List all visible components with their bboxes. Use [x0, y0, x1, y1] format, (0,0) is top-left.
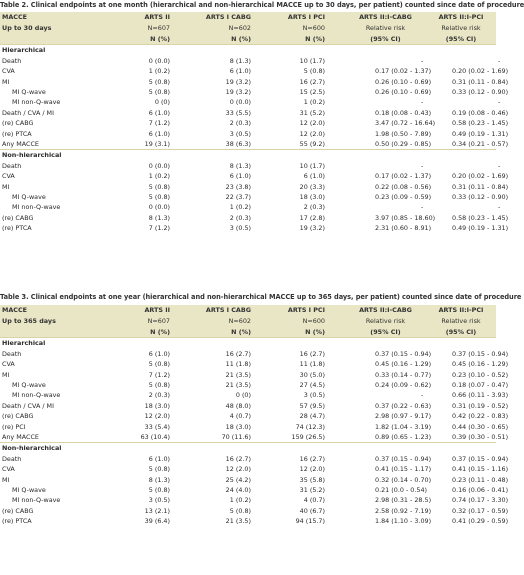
cell-arts-i-cabg: 0 (0.0): [229, 98, 251, 107]
cell-rr-cabg: 0.26 (0.10 - 0.69): [375, 88, 432, 97]
cell-arts-i-cabg: 1 (0.2): [229, 203, 251, 212]
table-row: [0, 129, 496, 139]
cell-arts-ii: 19 (3.1): [144, 140, 170, 149]
cell-arts-ii: 63 (10.4): [140, 433, 170, 442]
table-row: [0, 202, 496, 212]
column-header: N (%): [190, 34, 275, 45]
table-row: [0, 506, 496, 516]
cell-rr-cabg: 0.26 (0.10 - 0.69): [375, 77, 432, 86]
cell-rr-pci: 0.37 (0.15 - 0.94): [452, 349, 509, 358]
section-title: Hierarchical: [0, 45, 496, 56]
section-row: [0, 443, 496, 454]
section-row: [0, 338, 496, 349]
cell-arts-i-cabg: 23 (3.8): [225, 182, 251, 191]
column-header: N (%): [275, 327, 345, 338]
table-row: [0, 139, 496, 150]
cell-rr-cabg: 2.98 (0.31 - 28.5): [375, 496, 432, 505]
cell-arts-i-pci: 20 (3.3): [299, 182, 325, 191]
cell-arts-i-cabg: 38 (6.3): [225, 140, 251, 149]
cell-arts-ii: 7 (1.2): [148, 224, 170, 233]
cell-arts-i-cabg: 16 (2.7): [225, 349, 251, 358]
table-row: [0, 77, 496, 87]
cell-arts-i-pci: 74 (12.3): [295, 422, 325, 431]
cell-rr-cabg: 0.17 (0.02 - 1.37): [375, 67, 432, 76]
cell-arts-i-pci: 4 (0.7): [303, 496, 325, 505]
cell-rr-cabg: 0.24 (0.09 - 0.62): [375, 381, 432, 390]
column-header: (95% CI): [426, 327, 496, 338]
row-label: Death: [2, 56, 22, 65]
cell-arts-i-pci: 15 (2.5): [299, 88, 325, 97]
cell-arts-ii: 8 (1.3): [148, 213, 170, 222]
cell-rr-cabg: 0.23 (0.09 - 0.59): [375, 193, 432, 202]
row-label: Death: [2, 161, 22, 170]
cell-rr-pci: 0.33 (0.12 - 0.90): [452, 193, 509, 202]
row-label: MI Q-wave: [12, 381, 46, 390]
section-title: Hierarchical: [0, 338, 496, 349]
cell-rr-cabg: 0.21 (0.0 - 0.54): [375, 486, 428, 495]
cell-rr-pci: 0.31 (0.11 - 0.84): [452, 77, 509, 86]
cell-rr-cabg: 0.22 (0.08 - 0.56): [375, 182, 432, 191]
cell-arts-i-pci: 12 (2.0): [299, 129, 325, 138]
column-header: (95% CI): [426, 34, 496, 45]
column-header: Relative risk: [345, 316, 426, 327]
cell-arts-i-cabg: 2 (0.3): [229, 119, 251, 128]
column-header: [0, 34, 120, 45]
cell-rr-pci: 0.20 (0.02 - 1.69): [452, 67, 509, 76]
cell-rr-cabg: 0.32 (0.14 - 0.70): [375, 475, 432, 484]
column-header: ARTS II: [120, 305, 190, 316]
row-label: Any MACCE: [2, 433, 39, 442]
cell-rr-cabg: -: [421, 56, 424, 65]
table-3: [0, 305, 509, 527]
row-label: Death: [2, 349, 22, 358]
cell-arts-i-pci: 11 (1.8): [299, 360, 325, 369]
row-label: CVA: [2, 67, 15, 76]
section-title: Non-hierarchical: [0, 443, 496, 454]
column-header: ARTS II:I-CABG: [345, 305, 426, 316]
section-row: [0, 150, 496, 161]
cell-rr-cabg: 3.47 (0.72 - 16.64): [375, 119, 436, 128]
cell-arts-i-cabg: 21 (3.5): [225, 517, 251, 526]
cell-rr-cabg: 0.33 (0.14 - 0.77): [375, 370, 432, 379]
cell-arts-i-cabg: 12 (2.0): [225, 465, 251, 474]
row-label: CVA: [2, 360, 15, 369]
table-row: [0, 192, 496, 202]
row-label: Death / CVA / MI: [2, 108, 54, 117]
cell-arts-ii: 5 (0.8): [148, 465, 170, 474]
column-header: N=607: [120, 316, 190, 327]
row-label: (re) PCI: [2, 422, 26, 431]
column-header: N=602: [190, 23, 275, 34]
cell-arts-ii: 8 (1.3): [148, 475, 170, 484]
cell-arts-ii: 39 (6.4): [144, 517, 170, 526]
cell-arts-i-cabg: 1 (0.2): [229, 496, 251, 505]
column-header: [0, 327, 120, 338]
cell-arts-i-pci: 18 (3.0): [299, 193, 325, 202]
table-row: [0, 349, 496, 359]
row-label: (re) PTCA: [2, 517, 32, 526]
cell-rr-cabg: 1.82 (1.04 - 3.19): [375, 422, 432, 431]
table-3-caption: Table 3. Clinical endpoints at one year (hierarchical and non-hierarchical MACCE up to 365 days, per patient) counted since date of procedure: [0, 293, 522, 301]
row-label: (re) CABG: [2, 412, 34, 421]
column-header: ARTS II:I-PCI: [426, 12, 496, 23]
cell-arts-i-pci: 55 (9.2): [299, 140, 325, 149]
cell-arts-i-cabg: 0 (0): [235, 391, 251, 400]
table-header: [0, 305, 496, 338]
cell-arts-ii: 0 (0.0): [148, 56, 170, 65]
cell-rr-cabg: 0.37 (0.22 - 0.63): [375, 401, 432, 410]
cell-arts-i-pci: 17 (2.8): [299, 213, 325, 222]
cell-arts-i-cabg: 21 (3.5): [225, 370, 251, 379]
cell-rr-cabg: 3.97 (0.85 - 18.60): [375, 213, 436, 222]
row-label: MI non-Q-wave: [12, 203, 61, 212]
column-header: ARTS II:I-CABG: [345, 12, 426, 23]
table-row: [0, 359, 496, 369]
header-row: [0, 327, 496, 338]
cell-rr-pci: 0.20 (0.02 - 1.69): [452, 172, 509, 181]
cell-arts-i-cabg: 19 (3.2): [225, 77, 251, 86]
cell-arts-i-pci: 10 (1.7): [299, 161, 325, 170]
cell-arts-i-cabg: 18 (3.0): [225, 422, 251, 431]
table-row: [0, 411, 496, 421]
cell-rr-cabg: -: [421, 203, 424, 212]
table-row: [0, 475, 496, 485]
cell-rr-cabg: 0.37 (0.15 - 0.94): [375, 454, 432, 463]
header-row: [0, 12, 496, 23]
cell-arts-i-cabg: 8 (1.3): [229, 161, 251, 170]
table-row: [0, 454, 496, 464]
row-label: (re) CABG: [2, 506, 34, 515]
cell-rr-cabg: 1.84 (1.10 - 3.09): [375, 517, 432, 526]
column-header: N=600: [275, 23, 345, 34]
table-2: [0, 12, 509, 234]
cell-arts-ii: 6 (1.0): [148, 129, 170, 138]
cell-rr-pci: 0.23 (0.10 - 0.52): [452, 370, 509, 379]
table-row: [0, 161, 496, 171]
column-header: ARTS I PCI: [275, 12, 345, 23]
table-2-caption: Table 2. Clinical endpoints at one month (hierarchical and non-hierarchical MACCE up to 30 days, per patient) counted since date of procedure: [0, 1, 524, 9]
cell-arts-i-pci: 2 (0.3): [303, 203, 325, 212]
cell-rr-cabg: 0.37 (0.15 - 0.94): [375, 349, 432, 358]
cell-rr-cabg: 0.17 (0.02 - 1.37): [375, 172, 432, 181]
cell-arts-i-cabg: 25 (4.2): [225, 475, 251, 484]
header-row: [0, 305, 496, 316]
cell-arts-i-cabg: 8 (1.3): [229, 56, 251, 65]
row-label: MI non-Q-wave: [12, 391, 61, 400]
cell-arts-i-cabg: 3 (0.5): [229, 224, 251, 233]
cell-rr-pci: 0.41 (0.29 - 0.59): [452, 517, 509, 526]
cell-arts-ii: 5 (0.8): [148, 77, 170, 86]
cell-arts-i-pci: 3 (0.5): [303, 391, 325, 400]
cell-arts-ii: 1 (0.2): [148, 67, 170, 76]
cell-rr-pci: 0.44 (0.30 - 0.65): [452, 422, 509, 431]
table-row: [0, 171, 496, 181]
column-header: (95% CI): [345, 327, 426, 338]
column-header: Relative risk: [426, 23, 496, 34]
table-row: [0, 213, 496, 223]
cell-arts-i-cabg: 70 (11.6): [221, 433, 251, 442]
cell-arts-ii: 5 (0.8): [148, 360, 170, 369]
row-label: MI: [2, 182, 10, 191]
cell-arts-ii: 18 (3.0): [144, 401, 170, 410]
cell-rr-pci: 0.16 (0.06 - 0.41): [452, 486, 509, 495]
cell-arts-i-cabg: 3 (0.5): [229, 129, 251, 138]
cell-arts-i-cabg: 24 (4.0): [225, 486, 251, 495]
column-header: MACCE: [0, 305, 120, 316]
cell-rr-pci: 0.42 (0.22 - 0.83): [452, 412, 509, 421]
table-row: [0, 464, 496, 474]
row-label: MI Q-wave: [12, 193, 46, 202]
column-header: N (%): [275, 34, 345, 45]
row-label: CVA: [2, 172, 15, 181]
section-row: [0, 45, 496, 56]
cell-rr-cabg: 0.50 (0.29 - 0.85): [375, 140, 432, 149]
cell-arts-i-cabg: 4 (0.7): [229, 412, 251, 421]
cell-arts-i-cabg: 11 (1.8): [225, 360, 251, 369]
column-header: ARTS I CABG: [190, 12, 275, 23]
cell-rr-pci: 0.49 (0.19 - 1.31): [452, 129, 509, 138]
row-label: MI non-Q-wave: [12, 98, 61, 107]
cell-rr-pci: -: [498, 161, 501, 170]
table-row: [0, 370, 496, 380]
column-header: N (%): [120, 34, 190, 45]
cell-rr-pci: 0.37 (0.15 - 0.94): [452, 454, 509, 463]
cell-rr-pci: 0.31 (0.19 - 0.52): [452, 401, 509, 410]
cell-rr-pci: 0.23 (0.11 - 0.48): [452, 475, 509, 484]
column-header: N (%): [190, 327, 275, 338]
cell-arts-i-pci: 94 (15.7): [295, 517, 325, 526]
row-label: CVA: [2, 465, 15, 474]
cell-arts-ii: 5 (0.8): [148, 182, 170, 191]
row-label: MI: [2, 77, 10, 86]
table-row: [0, 87, 496, 97]
cell-rr-cabg: 2.58 (0.92 - 7.19): [375, 506, 432, 515]
table-row: [0, 380, 496, 390]
row-label: MI: [2, 475, 10, 484]
cell-rr-pci: 0.18 (0.07 - 0.47): [452, 381, 509, 390]
row-label: Any MACCE: [2, 140, 39, 149]
cell-rr-pci: 0.31 (0.11 - 0.84): [452, 182, 509, 191]
cell-arts-i-cabg: 19 (3.2): [225, 88, 251, 97]
cell-arts-i-pci: 16 (2.7): [299, 349, 325, 358]
cell-arts-i-pci: 16 (2.7): [299, 77, 325, 86]
cell-arts-i-pci: 6 (1.0): [303, 172, 325, 181]
cell-rr-cabg: -: [421, 161, 424, 170]
cell-rr-pci: 0.19 (0.08 - 0.46): [452, 108, 509, 117]
row-label: (re) PTCA: [2, 224, 32, 233]
cell-rr-cabg: 2.98 (0.97 - 9.17): [375, 412, 432, 421]
cell-arts-i-pci: 10 (1.7): [299, 56, 325, 65]
column-header: Relative risk: [345, 23, 426, 34]
section-title: Non-hierarchical: [0, 150, 496, 161]
column-header: N=600: [275, 316, 345, 327]
header-row: [0, 23, 496, 34]
table-row: [0, 401, 496, 411]
cell-arts-i-cabg: 6 (1.0): [229, 172, 251, 181]
column-header: Up to 365 days: [0, 316, 120, 327]
cell-rr-pci: 0.49 (0.19 - 1.31): [452, 224, 509, 233]
cell-arts-ii: 0 (0.0): [148, 161, 170, 170]
cell-arts-i-pci: 159 (26.5): [291, 433, 325, 442]
row-label: MI: [2, 370, 10, 379]
cell-arts-i-pci: 28 (4.7): [299, 412, 325, 421]
cell-rr-cabg: 1.98 (0.50 - 7.89): [375, 129, 432, 138]
table-row: [0, 390, 496, 400]
cell-rr-cabg: 0.45 (0.16 - 1.29): [375, 360, 432, 369]
cell-rr-pci: -: [498, 203, 501, 212]
cell-arts-i-pci: 57 (9.5): [299, 401, 325, 410]
cell-arts-i-cabg: 2 (0.3): [229, 213, 251, 222]
cell-arts-i-pci: 35 (5.8): [299, 475, 325, 484]
row-label: MI Q-wave: [12, 486, 46, 495]
header-row: [0, 34, 496, 45]
table-header: [0, 12, 496, 45]
cell-arts-ii: 6 (1.0): [148, 454, 170, 463]
cell-arts-i-cabg: 21 (3.5): [225, 381, 251, 390]
cell-arts-ii: 0 (0.0): [148, 203, 170, 212]
cell-rr-pci: 0.45 (0.16 - 1.29): [452, 360, 509, 369]
cell-arts-ii: 6 (1.0): [148, 108, 170, 117]
cell-rr-pci: 0.39 (0.30 - 0.51): [452, 433, 509, 442]
table-row: [0, 118, 496, 128]
cell-rr-pci: 0.32 (0.17 - 0.59): [452, 506, 509, 515]
cell-arts-ii: 13 (2.1): [144, 506, 170, 515]
cell-arts-ii: 1 (0.2): [148, 172, 170, 181]
table-row: [0, 108, 496, 118]
table-row: [0, 97, 496, 107]
column-header: N (%): [120, 327, 190, 338]
cell-arts-i-cabg: 6 (1.0): [229, 67, 251, 76]
table-row: [0, 495, 496, 505]
cell-arts-ii: 5 (0.8): [148, 381, 170, 390]
cell-arts-ii: 12 (2.0): [144, 412, 170, 421]
row-label: MI Q-wave: [12, 88, 46, 97]
column-header: ARTS II:I-PCI: [426, 305, 496, 316]
cell-arts-i-pci: 40 (6.7): [299, 506, 325, 515]
cell-arts-i-cabg: 5 (0.8): [229, 506, 251, 515]
column-header: Relative risk: [426, 316, 496, 327]
column-header: MACCE: [0, 12, 120, 23]
cell-rr-pci: -: [498, 98, 501, 107]
cell-arts-i-pci: 31 (5.2): [299, 108, 325, 117]
column-header: N=602: [190, 316, 275, 327]
table-row: [0, 432, 496, 443]
table-row: [0, 66, 496, 76]
cell-rr-cabg: 0.18 (0.08 - 0.43): [375, 108, 432, 117]
cell-arts-i-pci: 16 (2.7): [299, 454, 325, 463]
cell-arts-ii: 7 (1.2): [148, 370, 170, 379]
cell-arts-ii: 5 (0.8): [148, 486, 170, 495]
cell-rr-pci: 0.33 (0.12 - 0.90): [452, 88, 509, 97]
cell-arts-i-cabg: 33 (5.5): [225, 108, 251, 117]
cell-rr-pci: 0.74 (0.17 - 3.30): [452, 496, 509, 505]
row-label: MI non-Q-wave: [12, 496, 61, 505]
row-label: (re) CABG: [2, 119, 34, 128]
cell-arts-ii: 7 (1.2): [148, 119, 170, 128]
cell-rr-pci: 0.41 (0.15 - 1.16): [452, 465, 509, 474]
cell-arts-i-pci: 1 (0.2): [303, 98, 325, 107]
header-row: [0, 316, 496, 327]
cell-rr-cabg: 0.89 (0.65 - 1.23): [375, 433, 432, 442]
column-header: Up to 30 days: [0, 23, 120, 34]
cell-rr-pci: 0.58 (0.23 - 1.45): [452, 119, 509, 128]
row-label: Death / CVA / MI: [2, 401, 54, 410]
cell-arts-ii: 33 (5.4): [144, 422, 170, 431]
cell-arts-ii: 2 (0.3): [148, 391, 170, 400]
cell-rr-pci: 0.66 (0.11 - 3.93): [452, 391, 509, 400]
row-label: (re) CABG: [2, 213, 34, 222]
column-header: N=607: [120, 23, 190, 34]
cell-arts-i-pci: 12 (2.0): [299, 465, 325, 474]
cell-rr-pci: -: [498, 56, 501, 65]
row-label: Death: [2, 454, 22, 463]
cell-arts-ii: 6 (1.0): [148, 349, 170, 358]
table-row: [0, 182, 496, 192]
cell-arts-ii: 5 (0.8): [148, 88, 170, 97]
table-row: [0, 223, 496, 233]
cell-rr-pci: 0.34 (0.21 - 0.57): [452, 140, 509, 149]
table-row: [0, 485, 496, 495]
column-header: ARTS I CABG: [190, 305, 275, 316]
cell-arts-i-pci: 30 (5.0): [299, 370, 325, 379]
cell-rr-cabg: 2.31 (0.60 - 8.91): [375, 224, 432, 233]
table-row: [0, 56, 496, 66]
cell-arts-i-pci: 31 (5.2): [299, 486, 325, 495]
row-label: (re) PTCA: [2, 129, 32, 138]
cell-arts-ii: 3 (0.5): [148, 496, 170, 505]
cell-arts-i-pci: 27 (4.5): [299, 381, 325, 390]
cell-arts-i-cabg: 16 (2.7): [225, 454, 251, 463]
cell-rr-cabg: -: [421, 391, 424, 400]
table-row: [0, 422, 496, 432]
cell-arts-ii: 0 (0): [154, 98, 170, 107]
cell-arts-i-cabg: 48 (8.0): [225, 401, 251, 410]
column-header: ARTS I PCI: [275, 305, 345, 316]
cell-arts-i-pci: 5 (0.8): [303, 67, 325, 76]
column-header: (95% CI): [345, 34, 426, 45]
table-row: [0, 516, 496, 526]
cell-arts-ii: 5 (0.8): [148, 193, 170, 202]
cell-arts-i-pci: 12 (2.0): [299, 119, 325, 128]
cell-rr-pci: 0.58 (0.23 - 1.45): [452, 213, 509, 222]
cell-arts-i-cabg: 22 (3.7): [225, 193, 251, 202]
cell-rr-cabg: -: [421, 98, 424, 107]
cell-rr-cabg: 0.41 (0.15 - 1.17): [375, 465, 432, 474]
cell-arts-i-pci: 19 (3.2): [299, 224, 325, 233]
column-header: ARTS II: [120, 12, 190, 23]
